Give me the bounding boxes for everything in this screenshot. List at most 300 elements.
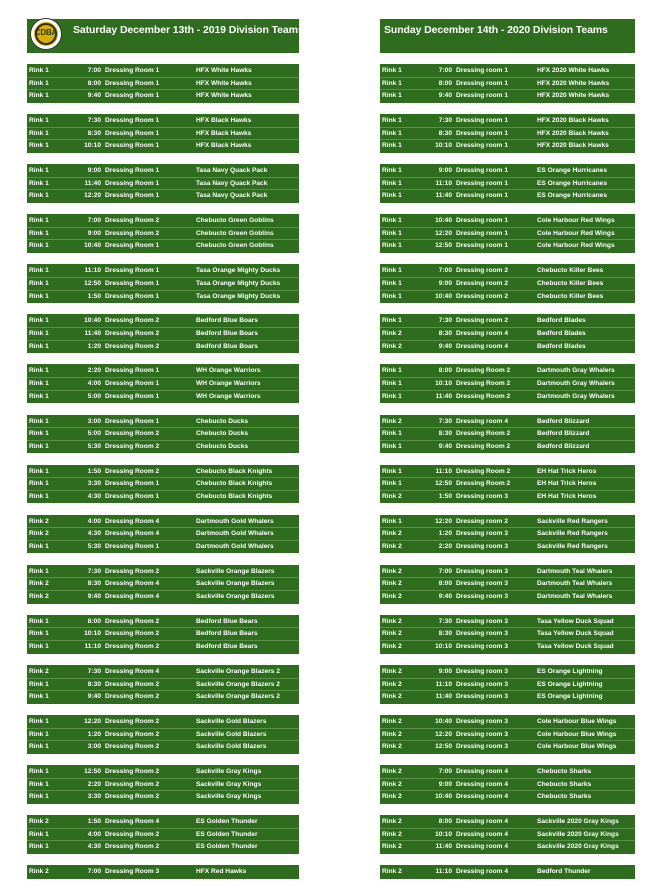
time-cell: 3:30: [87, 480, 101, 488]
time-cell: 9:00: [438, 167, 452, 175]
rink-cell: Rink 1: [382, 317, 402, 325]
time-cell: 1:20: [87, 730, 101, 738]
rink-cell: Rink 2: [382, 643, 402, 651]
room-cell: Dressing room 3: [456, 630, 509, 638]
time-cell: 9:00: [87, 167, 101, 175]
team-cell: HFX 2020 Black Hawks: [537, 129, 609, 137]
time-cell: 10:40: [84, 317, 101, 325]
team-cell: Bedford Blue Boars: [196, 317, 258, 325]
rink-cell: Rink 1: [29, 342, 49, 350]
room-cell: Dressing room 3: [456, 667, 509, 675]
time-cell: 7:00: [87, 67, 101, 74]
schedule-group: [380, 164, 635, 203]
time-cell: 7:30: [438, 417, 452, 425]
team-cell: Dartmouth Teal Whalers: [537, 567, 613, 575]
team-cell: Dartmouth Gray Whalers: [537, 367, 615, 375]
time-cell: 8:00: [87, 617, 101, 625]
schedule-row: [27, 516, 299, 529]
time-cell: 9:40: [87, 693, 101, 701]
schedule-row: [380, 365, 635, 378]
room-cell: Dressing room 3: [456, 567, 509, 575]
room-cell: Dressing Room 2: [105, 768, 160, 776]
rink-cell: Rink 1: [29, 743, 49, 751]
rink-cell: Rink 1: [382, 480, 402, 488]
rink-cell: Rink 2: [382, 580, 402, 588]
room-cell: Dressing room 2: [456, 279, 509, 287]
room-cell: Dressing room 1: [456, 217, 509, 225]
rink-cell: Rink 2: [382, 768, 402, 776]
schedule-group: [380, 415, 635, 454]
rink-cell: Rink 1: [382, 79, 402, 87]
team-cell: Sackville Orange Blazers 2: [196, 693, 280, 701]
rink-cell: Rink 1: [29, 292, 49, 300]
rink-cell: Rink 2: [29, 592, 49, 600]
rink-cell: Rink 1: [382, 517, 402, 525]
schedule-group: [380, 465, 635, 504]
time-cell: 9:40: [438, 342, 452, 350]
time-cell: 10:40: [435, 718, 452, 726]
rink-cell: Rink 1: [29, 730, 49, 738]
schedule-group: [380, 865, 635, 879]
schedule-row: [380, 315, 635, 328]
schedule-group: [380, 64, 635, 103]
team-cell: EH Hat Trick Heros: [537, 492, 597, 500]
rink-cell: Rink 1: [29, 843, 49, 851]
schedule-group: [380, 214, 635, 253]
time-cell: 12:20: [84, 192, 101, 200]
room-cell: Dressing Room 2: [456, 367, 511, 375]
rink-cell: Rink 1: [382, 380, 402, 388]
room-cell: Dressing room 3: [456, 718, 509, 726]
schedule-row: [380, 516, 635, 529]
team-cell: Chebucto Sharks: [537, 780, 592, 788]
sunday-title: Sunday December 14th - 2020 Division Teams: [384, 24, 608, 36]
schedule-row: [27, 416, 299, 429]
schedule-row: [380, 328, 635, 341]
room-cell: Dressing room 3: [456, 530, 509, 538]
time-cell: 3:30: [87, 793, 101, 801]
rink-cell: Rink 1: [382, 129, 402, 137]
schedule-row: [27, 90, 299, 102]
team-cell: Chebucto Killer Bees: [537, 279, 604, 287]
room-cell: Dressing Room 1: [105, 129, 160, 137]
room-cell: Dressing room 1: [456, 79, 509, 87]
schedule-row: [27, 591, 299, 603]
team-cell: Chebucto Ducks: [196, 442, 249, 450]
schedule-row: [27, 829, 299, 842]
schedule-row: [27, 541, 299, 553]
schedule-group: [27, 815, 299, 854]
team-cell: Chebucto Black Knights: [196, 492, 273, 500]
time-cell: 12:20: [84, 718, 101, 726]
rink-cell: Rink 2: [29, 517, 49, 525]
rink-cell: Rink 2: [382, 342, 402, 350]
room-cell: Dressing Room 2: [105, 567, 160, 575]
room-cell: Dressing Room 2: [105, 843, 160, 851]
time-cell: 4:30: [87, 492, 101, 500]
schedule-group: [27, 164, 299, 203]
rink-cell: Rink 1: [382, 217, 402, 225]
room-cell: Dressing Room 1: [105, 67, 160, 74]
schedule-row: [27, 616, 299, 629]
logo-glyph: CDBA: [34, 28, 58, 37]
rink-cell: Rink 2: [382, 530, 402, 538]
rink-cell: Rink 1: [382, 167, 402, 175]
schedule-row: [380, 416, 635, 429]
schedule-group: [380, 314, 635, 353]
team-cell: ES Orange Hurricanes: [537, 192, 607, 200]
rink-cell: Rink 1: [29, 693, 49, 701]
schedule-row: [380, 541, 635, 553]
time-cell: 11:40: [435, 192, 452, 200]
team-cell: Sackville Gray Kings: [196, 768, 262, 776]
rink-cell: Rink 1: [29, 417, 49, 425]
time-cell: 5:00: [87, 430, 101, 438]
schedule-row: [27, 441, 299, 453]
time-cell: 12:20: [435, 517, 452, 525]
schedule-row: [27, 679, 299, 692]
schedule-group: [27, 114, 299, 153]
rink-cell: Rink 1: [382, 67, 402, 74]
team-cell: Chebucto Ducks: [196, 430, 249, 438]
team-cell: Sackville 2020 Gray Kings: [537, 818, 619, 826]
time-cell: 11:40: [435, 392, 452, 400]
room-cell: Dressing Room 1: [105, 392, 160, 400]
rink-cell: Rink 2: [382, 830, 402, 838]
club-crest-icon: [30, 18, 62, 50]
rink-cell: Rink 1: [29, 229, 49, 237]
schedule-row: [380, 190, 635, 202]
schedule-row: [27, 578, 299, 591]
schedule-row: [380, 741, 635, 753]
rink-cell: Rink 1: [29, 142, 49, 150]
time-cell: 12:50: [435, 242, 452, 250]
time-cell: 8:30: [87, 129, 101, 137]
room-cell: Dressing Room 2: [105, 780, 160, 788]
room-cell: Dressing Room 2: [456, 392, 511, 400]
room-cell: Dressing Room 2: [105, 743, 160, 751]
room-cell: Dressing room 4: [456, 329, 509, 337]
room-cell: Dressing room 1: [456, 192, 509, 200]
time-cell: 8:30: [438, 630, 452, 638]
time-cell: 5:30: [87, 542, 101, 550]
team-cell: WH Orange Warriors: [196, 380, 261, 388]
team-cell: Bedford Blades: [537, 317, 586, 325]
team-cell: Cole Harbour Blue Wings: [537, 718, 617, 726]
rink-cell: Rink 1: [382, 267, 402, 275]
schedule-row: [27, 841, 299, 853]
schedule-row: [27, 866, 299, 878]
schedule-group: [380, 264, 635, 303]
schedule-row: [380, 578, 635, 591]
rink-cell: Rink 1: [382, 430, 402, 438]
schedule-row: [380, 428, 635, 441]
time-cell: 10:10: [84, 142, 101, 150]
rink-cell: Rink 1: [29, 329, 49, 337]
schedule-row: [380, 341, 635, 353]
rink-cell: Rink 2: [29, 667, 49, 675]
room-cell: Dressing room 3: [456, 730, 509, 738]
rink-cell: Rink 1: [29, 279, 49, 287]
room-cell: Dressing Room 1: [105, 492, 160, 500]
team-cell: Chebucto Green Goblins: [196, 242, 274, 250]
team-cell: ES Golden Thunder: [196, 843, 258, 851]
schedule-group: [27, 765, 299, 804]
sunday-schedule: [380, 64, 635, 890]
schedule-group: [380, 715, 635, 754]
schedule-row: [380, 729, 635, 742]
room-cell: Dressing room 4: [456, 830, 509, 838]
team-cell: Bedford Blue Bears: [196, 617, 258, 625]
time-cell: 9:40: [438, 92, 452, 100]
schedule-group: [27, 515, 299, 554]
time-cell: 10:40: [435, 292, 452, 300]
rink-cell: Rink 1: [29, 780, 49, 788]
room-cell: Dressing Room 2: [456, 467, 511, 475]
team-cell: Sackville Red Rangers: [537, 530, 608, 538]
rink-cell: Rink 1: [29, 630, 49, 638]
schedule-row: [380, 679, 635, 692]
time-cell: 8:00: [438, 818, 452, 826]
schedule-row: [380, 478, 635, 491]
rink-cell: Rink 1: [29, 492, 49, 500]
schedule-group: [27, 565, 299, 604]
room-cell: Dressing room 2: [456, 292, 509, 300]
team-cell: Tasa Navy Quack Pack: [196, 179, 268, 187]
time-cell: 11:10: [435, 467, 452, 475]
room-cell: Dressing Room 1: [105, 417, 160, 425]
team-cell: Sackville Gray Kings: [196, 793, 262, 801]
rink-cell: Rink 2: [382, 718, 402, 726]
team-cell: Sackville 2020 Gray Kings: [537, 843, 619, 851]
time-cell: 8:30: [438, 129, 452, 137]
room-cell: Dressing Room 2: [105, 342, 160, 350]
team-cell: Bedford Blue Bears: [196, 630, 258, 638]
room-cell: Dressing Room 2: [105, 617, 160, 625]
team-cell: ES Orange Lightning: [537, 667, 603, 675]
room-cell: Dressing room 1: [456, 242, 509, 250]
time-cell: 12:50: [84, 279, 101, 287]
time-cell: 12:50: [84, 768, 101, 776]
room-cell: Dressing Room 2: [105, 217, 160, 225]
team-cell: Chebucto Ducks: [196, 417, 249, 425]
time-cell: 10:40: [435, 793, 452, 801]
room-cell: Dressing room 4: [456, 843, 509, 851]
team-cell: Sackville Red Rangers: [537, 542, 608, 550]
rink-cell: Rink 2: [382, 567, 402, 575]
rink-cell: Rink 1: [29, 167, 49, 175]
team-cell: Sackville Orange Blazers: [196, 580, 275, 588]
time-cell: 8:00: [438, 79, 452, 87]
team-cell: HFX 2020 White Hawks: [537, 92, 610, 100]
room-cell: Dressing Room 2: [105, 693, 160, 701]
schedule-row: [380, 791, 635, 803]
room-cell: Dressing Room 4: [105, 818, 160, 826]
room-cell: Dressing Room 1: [105, 367, 160, 375]
time-cell: 10:10: [435, 830, 452, 838]
room-cell: Dressing Room 2: [456, 430, 511, 438]
schedule-row: [27, 741, 299, 753]
rink-cell: Rink 2: [382, 592, 402, 600]
schedule-row: [380, 165, 635, 178]
room-cell: Dressing Room 1: [105, 279, 160, 287]
rink-cell: Rink 1: [29, 317, 49, 325]
schedule-group: [27, 665, 299, 704]
time-cell: 4:00: [87, 517, 101, 525]
team-cell: ES Golden Thunder: [196, 818, 258, 826]
schedule-row: [380, 228, 635, 241]
rink-cell: Rink 1: [29, 467, 49, 475]
time-cell: 8:30: [87, 580, 101, 588]
room-cell: Dressing Room 1: [105, 242, 160, 250]
time-cell: 11:10: [84, 267, 101, 275]
schedule-group: [380, 615, 635, 654]
team-cell: Bedford Blizzard: [537, 417, 590, 425]
room-cell: Dressing Room 2: [105, 730, 160, 738]
schedule-row: [380, 628, 635, 641]
time-cell: 8:30: [438, 329, 452, 337]
time-cell: 10:40: [84, 242, 101, 250]
schedule-row: [27, 716, 299, 729]
time-cell: 11:10: [435, 868, 452, 876]
schedule-row: [27, 816, 299, 829]
room-cell: Dressing room 3: [456, 617, 509, 625]
time-cell: 1:50: [87, 818, 101, 826]
schedule-row: [380, 666, 635, 679]
room-cell: Dressing Room 1: [105, 380, 160, 388]
schedule-group: [380, 815, 635, 854]
room-cell: Dressing Room 1: [105, 92, 160, 100]
team-cell: HFX White Hawks: [196, 67, 252, 74]
schedule-row: [380, 779, 635, 792]
rink-cell: Rink 1: [382, 229, 402, 237]
schedule-row: [27, 528, 299, 541]
schedule-row: [380, 766, 635, 779]
room-cell: Dressing room 3: [456, 580, 509, 588]
schedule-row: [27, 328, 299, 341]
schedule-group: [380, 565, 635, 604]
rink-cell: Rink 1: [382, 467, 402, 475]
rink-cell: Rink 2: [382, 818, 402, 826]
time-cell: 8:30: [87, 680, 101, 688]
rink-cell: Rink 2: [29, 818, 49, 826]
rink-cell: Rink 1: [29, 768, 49, 776]
team-cell: Sackville Orange Blazers: [196, 592, 275, 600]
schedule-row: [27, 791, 299, 803]
time-cell: 9:00: [438, 279, 452, 287]
schedule-row: [27, 378, 299, 391]
team-cell: Tasa Navy Quack Pack: [196, 192, 268, 200]
time-cell: 11:10: [435, 680, 452, 688]
schedule-row: [27, 190, 299, 202]
rink-cell: Rink 2: [29, 530, 49, 538]
time-cell: 11:40: [84, 329, 101, 337]
schedule-row: [27, 315, 299, 328]
schedule-row: [380, 829, 635, 842]
time-cell: 7:30: [438, 117, 452, 125]
schedule-row: [380, 391, 635, 403]
schedule-group: [380, 515, 635, 554]
schedule-row: [27, 641, 299, 653]
rink-cell: Rink 1: [29, 830, 49, 838]
room-cell: Dressing Room 1: [105, 79, 160, 87]
schedule-row: [27, 491, 299, 503]
team-cell: Chebucto Black Knights: [196, 480, 273, 488]
rink-cell: Rink 1: [29, 380, 49, 388]
time-cell: 10:40: [435, 217, 452, 225]
team-cell: Cole Harbour Red Wings: [537, 229, 615, 237]
rink-cell: Rink 1: [382, 442, 402, 450]
team-cell: HFX 2020 White Hawks: [537, 79, 610, 87]
time-cell: 1:20: [87, 342, 101, 350]
room-cell: Dressing Room 1: [105, 142, 160, 150]
team-cell: WH Orange Warriors: [196, 392, 261, 400]
team-cell: HFX Black Hawks: [196, 142, 252, 150]
schedule-group: [27, 415, 299, 454]
rink-cell: Rink 1: [382, 367, 402, 375]
rink-cell: Rink 2: [382, 329, 402, 337]
rink-cell: Rink 1: [29, 217, 49, 225]
room-cell: Dressing room 3: [456, 492, 509, 500]
rink-cell: Rink 1: [29, 267, 49, 275]
time-cell: 7:30: [87, 667, 101, 675]
rink-cell: Rink 2: [382, 417, 402, 425]
schedule-row: [380, 128, 635, 141]
schedule-row: [380, 616, 635, 629]
schedule-group: [27, 314, 299, 353]
time-cell: 10:10: [435, 380, 452, 388]
room-cell: Dressing Room 1: [105, 167, 160, 175]
time-cell: 7:00: [438, 267, 452, 275]
rink-cell: Rink 1: [29, 367, 49, 375]
schedule-row: [27, 365, 299, 378]
team-cell: Bedford Thunder: [537, 868, 591, 876]
time-cell: 11:10: [84, 643, 101, 651]
room-cell: Dressing room 3: [456, 680, 509, 688]
saturday-header: [27, 19, 304, 53]
team-cell: ES Orange Hurricanes: [537, 179, 607, 187]
schedule-row: [27, 729, 299, 742]
schedule-row: [27, 766, 299, 779]
rink-cell: Rink 1: [382, 242, 402, 250]
time-cell: 11:40: [84, 179, 101, 187]
room-cell: Dressing room 4: [456, 768, 509, 776]
schedule-row: [380, 441, 635, 453]
time-cell: 7:30: [438, 317, 452, 325]
room-cell: Dressing room 4: [456, 793, 509, 801]
time-cell: 8:30: [438, 430, 452, 438]
rink-cell: Rink 2: [382, 793, 402, 801]
schedule-group: [27, 615, 299, 654]
time-cell: 5:30: [87, 442, 101, 450]
sunday-header: [380, 19, 635, 53]
time-cell: 1:50: [87, 467, 101, 475]
team-cell: Bedford Blades: [537, 329, 586, 337]
room-cell: Dressing Room 1: [105, 542, 160, 550]
schedule-row: [27, 128, 299, 141]
room-cell: Dressing room 1: [456, 129, 509, 137]
time-cell: 1:50: [438, 492, 452, 500]
team-cell: Tasa Navy Quack Pack: [196, 167, 268, 175]
rink-cell: Rink 1: [29, 480, 49, 488]
schedule-row: [380, 140, 635, 152]
room-cell: Dressing room 4: [456, 780, 509, 788]
rink-cell: Rink 1: [382, 279, 402, 287]
time-cell: 7:00: [87, 868, 101, 876]
room-cell: Dressing Room 2: [105, 442, 160, 450]
schedule-row: [380, 78, 635, 91]
time-cell: 9:00: [438, 780, 452, 788]
